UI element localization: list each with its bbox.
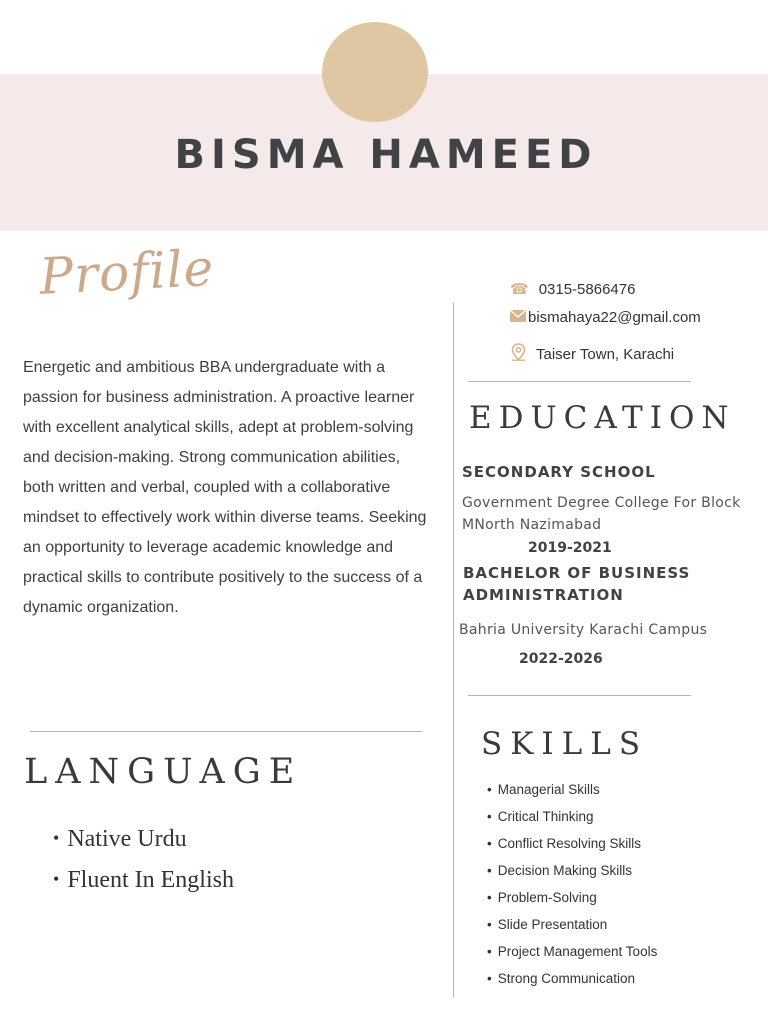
vertical-divider [453,303,454,997]
skill-item: • Problem-Solving [487,887,657,914]
skills-title: SKILLS [481,726,649,762]
skill-item: • Managerial Skills [487,779,657,806]
language-list [53,822,234,904]
education-institution: Bahria University Karachi Campus [459,622,708,638]
language-item: • Native Urdu [53,822,234,863]
candidate-name: BISMA HAMEED [174,132,598,178]
decorative-circle [322,22,428,122]
location-pin-icon [511,343,526,365]
skills-list [487,779,657,995]
location-text: Taiser Town, Karachi [536,345,675,363]
skill-item: • Project Management Tools [487,941,657,968]
language-title: LANGUAGE [24,752,303,792]
education-years: 2019-2021 [528,540,612,556]
language-item: • Fluent In English [53,863,234,904]
left-divider [30,731,422,732]
education-heading: SECONDARY SCHOOL [462,463,656,481]
education-years: 2022-2026 [519,651,603,667]
skill-item: • Critical Thinking [487,806,657,833]
phone-icon: ☎ [510,281,529,298]
education-title: EDUCATION [469,400,736,436]
profile-title: Profile [38,238,216,306]
contact-email [510,309,701,326]
skills-divider [468,695,691,696]
skill-item: • Decision Making Skills [487,860,657,887]
education-heading: BACHELOR OF BUSINESS ADMINISTRATION [463,564,691,604]
skill-item: • Strong Communication [487,968,657,995]
profile-text: Energetic and ambitious BBA undergraduate with a passion for business administration. A proactive learner with excellent analytical skills, adept at problem-solving and decision-making. Strong communication abilities, both written and verbal, coupled with a collaborative mindset to effectively work within diverse teams. Seeking an opportunity to leverage academic knowledge and practical skills to contribute positively to the success of a dynamic organization. [23,359,427,616]
education-institution: Government Degree College For Block MNorth Nazimabad [462,495,741,533]
contact-location [511,343,674,365]
skill-item: • Slide Presentation [487,914,657,941]
education-divider [468,381,691,382]
skill-item: • Conflict Resolving Skills [487,833,657,860]
email-icon [510,309,526,326]
phone-number: 0315-5866476 [538,280,636,298]
email-address: bismahaya22@gmail.com [528,309,701,326]
contact-phone [510,280,635,298]
